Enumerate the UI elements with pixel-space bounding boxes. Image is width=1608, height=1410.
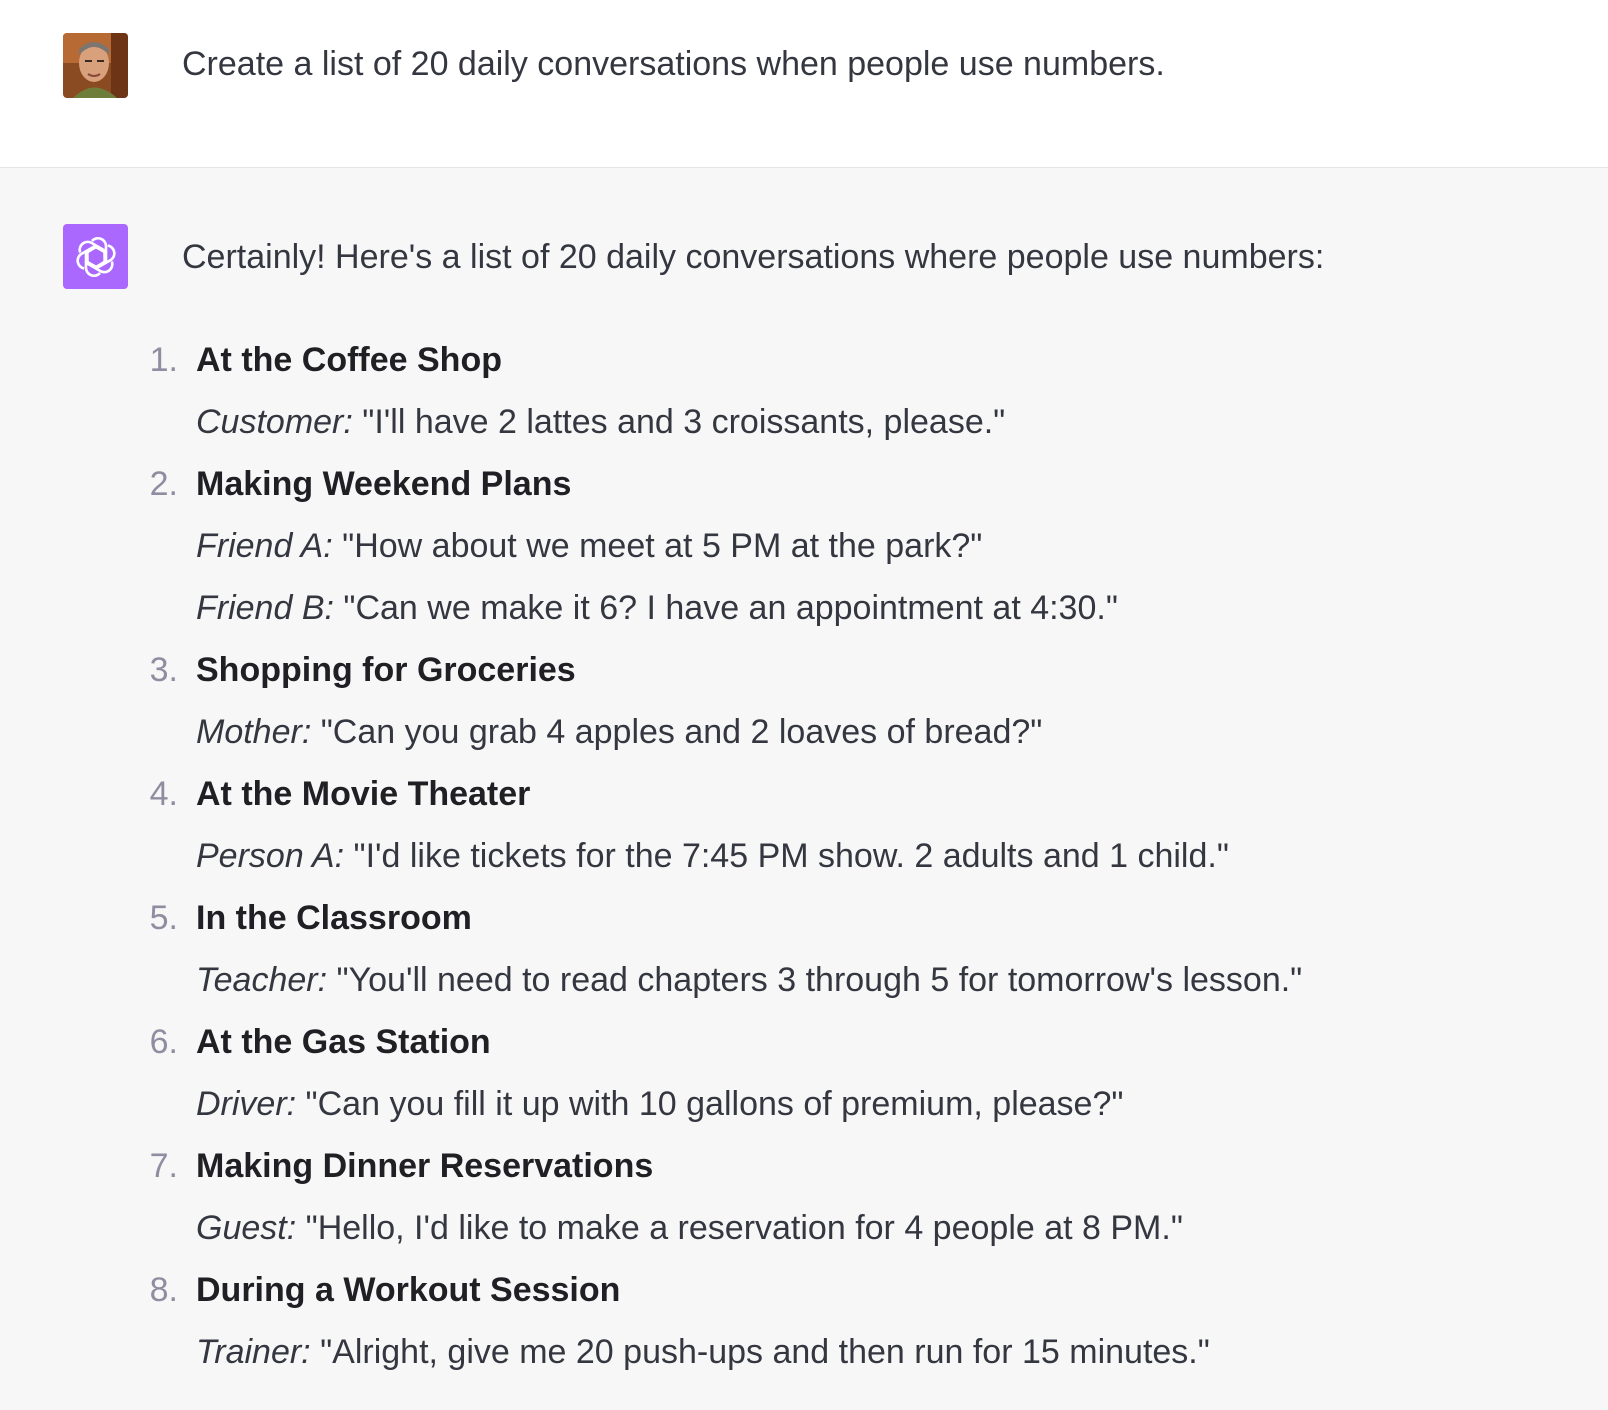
dialogue-line (196, 1080, 1123, 1128)
list-item-number: 6. (149, 1023, 178, 1061)
user-photo-avatar (63, 33, 128, 98)
user-avatar (63, 33, 128, 98)
dialogue-line (196, 708, 1042, 756)
quote-text: "How about we meet at 5 PM at the park?" (332, 527, 983, 565)
quote-text: "I'd like tickets for the 7:45 PM show. 2 adults and 1 child." (344, 837, 1229, 875)
list-item-title: In the Classroom (196, 899, 472, 937)
assistant-message-row (0, 168, 1608, 1410)
list-item-title: At the Gas Station (196, 1023, 491, 1061)
user-message-row (0, 0, 1608, 168)
speaker-label: Mother: (196, 713, 312, 751)
quote-text: "Hello, I'd like to make a reservation for 4 people at 8 PM." (296, 1209, 1183, 1247)
list-item-title: Making Dinner Reservations (196, 1147, 654, 1185)
openai-logo-icon (73, 234, 119, 280)
quote-text: "I'll have 2 lattes and 3 croissants, please." (352, 403, 1006, 441)
dialogue-line (196, 584, 1118, 632)
list-item-title: Shopping for Groceries (196, 651, 576, 689)
list-item-title: During a Workout Session (196, 1271, 621, 1309)
speaker-label: Teacher: (196, 961, 328, 999)
list-item-number: 8. (149, 1271, 178, 1309)
quote-text: "Can you grab 4 apples and 2 loaves of bread?" (311, 713, 1043, 751)
list-item-number: 2. (149, 465, 178, 503)
speaker-label: Person A: (196, 837, 345, 875)
assistant-avatar (63, 224, 128, 289)
list-item-number: 1. (149, 341, 178, 379)
speaker-label: Customer: (196, 403, 353, 441)
speaker-label: Trainer: (196, 1333, 311, 1371)
list-item-title: At the Coffee Shop (196, 341, 502, 379)
speaker-label: Guest: (196, 1209, 297, 1247)
dialogue-line (196, 832, 1229, 880)
list-item-title: At the Movie Theater (196, 775, 531, 813)
assistant-intro-text: Certainly! Here's a list of 20 daily conversations where people use numbers: (182, 238, 1325, 276)
list-item-number: 4. (149, 775, 178, 813)
speaker-label: Driver: (196, 1085, 297, 1123)
list-item-number: 7. (149, 1147, 178, 1185)
quote-text: "You'll need to read chapters 3 through 5 for tomorrow's lesson." (327, 961, 1303, 999)
quote-text: "Can you fill it up with 10 gallons of premium, please?" (296, 1085, 1124, 1123)
speaker-label: Friend A: (196, 527, 333, 565)
speaker-label: Friend B: (196, 589, 334, 627)
list-item-number: 3. (149, 651, 178, 689)
list-item-title: Making Weekend Plans (196, 465, 572, 503)
quote-text: "Can we make it 6? I have an appointment at 4:30." (333, 589, 1118, 627)
dialogue-line (196, 1328, 1210, 1376)
dialogue-line (196, 522, 982, 570)
user-message-text: Create a list of 20 daily conversations when people use numbers. (182, 45, 1165, 83)
dialogue-line (196, 398, 1005, 446)
list-item-number: 5. (149, 899, 178, 937)
quote-text: "Alright, give me 20 push-ups and then run for 15 minutes." (310, 1333, 1210, 1371)
dialogue-line (196, 1204, 1183, 1252)
dialogue-line (196, 956, 1302, 1004)
